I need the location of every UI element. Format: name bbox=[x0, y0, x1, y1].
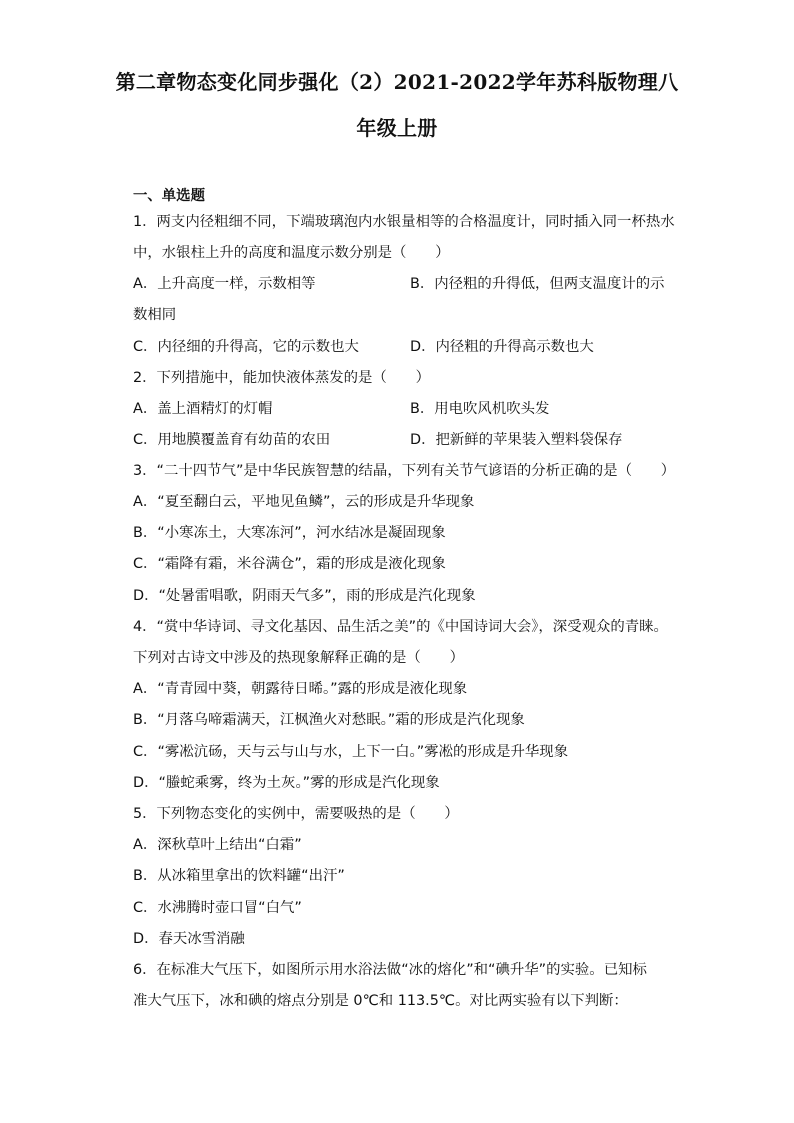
q2-stem: 2．下列措施中，能加快液体蒸发的是（ ） bbox=[133, 370, 430, 386]
q2-option-b: B．用电吹风机吹头发 bbox=[410, 401, 550, 417]
q1-option-c: C．内径细的升得高，它的示数也大 bbox=[133, 339, 359, 355]
q3-stem: 3．“二十四节气”是中华民族智慧的结晶，下列有关节气谚语的分析正确的是（ ） bbox=[133, 463, 676, 479]
q5-stem: 5．下列物态变化的实例中，需要吸热的是（ ） bbox=[133, 806, 459, 822]
q1-stem-line-2: 中，水银柱上升的高度和温度示数分别是（ ） bbox=[133, 245, 450, 261]
q2-option-d: D．把新鲜的苹果装入塑料袋保存 bbox=[410, 432, 623, 448]
section-heading: 一、单选题 bbox=[133, 188, 205, 204]
q4-option-d: D．“螣蛇乘雾，终为土灰。”雾的形成是汽化现象 bbox=[133, 775, 440, 791]
q2-option-c: C．用地膜覆盖育有幼苗的农田 bbox=[133, 432, 331, 448]
q6-stem-line-1: 6．在标准大气压下，如图所示用水浴法做“冰的熔化”和“碘升华”的实验。已知标 bbox=[133, 962, 647, 978]
q1-option-d: D．内径粗的升得高示数也大 bbox=[410, 339, 594, 355]
q5-option-c: C．水沸腾时壶口冒“白气” bbox=[133, 900, 302, 916]
q4-option-b: B．“月落乌啼霜满天，江枫渔火对愁眠。”霜的形成是汽化现象 bbox=[133, 712, 525, 728]
q4-stem-line-1: 4．“赏中华诗词、寻文化基因、品生活之美”的《中国诗词大会》，深受观众的青睐。 bbox=[133, 619, 668, 635]
q5-option-d: D．春天冰雪消融 bbox=[133, 931, 245, 947]
q1-stem-line-1: 1．两支内径粗细不同，下端玻璃泡内水银量相等的合格温度计，同时插入同一杯热水 bbox=[133, 214, 675, 230]
q3-option-a: A．“夏至翻白云，平地见鱼鳞”，云的形成是升华现象 bbox=[133, 494, 475, 510]
q1-option-a: A．上升高度一样，示数相等 bbox=[133, 276, 316, 292]
q3-option-c: C．“霜降有霜，米谷满仓”，霜的形成是液化现象 bbox=[133, 556, 446, 572]
q5-option-b: B．从冰箱里拿出的饮料罐“出汗” bbox=[133, 868, 345, 884]
q2-option-a: A．盖上酒精灯的灯帽 bbox=[133, 401, 273, 417]
q4-option-c: C．“雾凇沆砀，天与云与山与水，上下一白。”雾凇的形成是升华现象 bbox=[133, 744, 569, 760]
q1-option-b-cont: 数相同 bbox=[133, 307, 177, 323]
q3-option-b: B．“小寒冻土，大寒冻河”，河水结冰是凝固现象 bbox=[133, 525, 446, 541]
q5-option-a: A．深秋草叶上结出“白霜” bbox=[133, 837, 302, 853]
q4-option-a: A．“青青园中葵，朝露待日晞。”露的形成是液化现象 bbox=[133, 681, 468, 697]
q3-option-d: D．“处暑雷唱歌，阴雨天气多”，雨的形成是汽化现象 bbox=[133, 588, 476, 604]
q6-stem-line-2: 准大气压下，冰和碘的熔点分别是 0℃和 113.5℃。对比两实验有以下判断： bbox=[133, 993, 628, 1009]
title-line-2: 年级上册 bbox=[356, 116, 438, 140]
title-line-1: 第二章物态变化同步强化（2）2021-2022学年苏科版物理八 bbox=[115, 70, 679, 94]
q1-option-b: B．内径粗的升得低，但两支温度计的示 bbox=[410, 276, 665, 292]
q4-stem-line-2: 下列对古诗文中涉及的热现象解释正确的是（ ） bbox=[133, 650, 464, 666]
